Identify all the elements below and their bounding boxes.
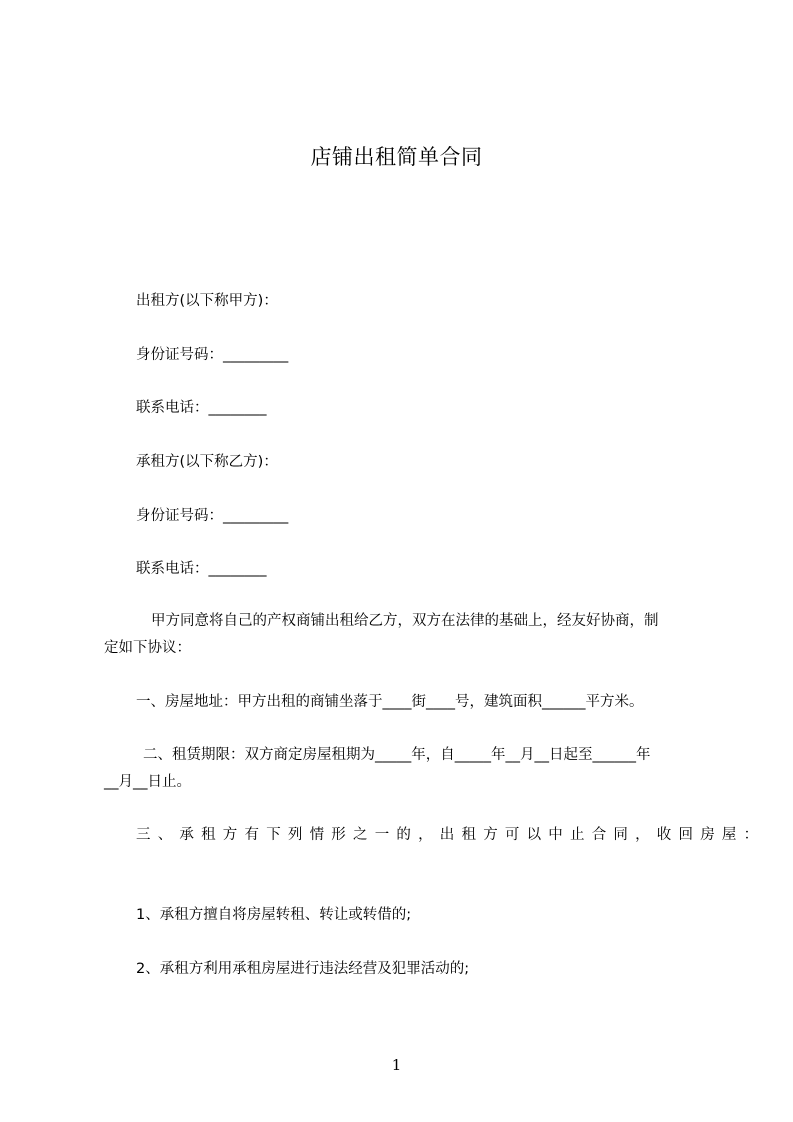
party-a-phone-line: 联系电话：________ xyxy=(136,400,267,416)
page-number: 1 xyxy=(391,1056,402,1074)
document-title: 店铺出租简单合同 xyxy=(310,145,483,169)
clause-2-line-1: 二、租赁期限：双方商定房屋租期为_____年，自_____年__月__日起至______年 xyxy=(143,747,651,763)
list-item-2: 2、承租方利用承租房屋进行违法经营及犯罪活动的; xyxy=(136,961,470,977)
clause-2-line-2: __月__日止。 xyxy=(104,774,191,790)
clause-3: 三、承租方有下列情形之一的，出租方可以中止合同，收回房屋： xyxy=(136,827,766,843)
list-item-1: 1、承租方擅自将房屋转租、转让或转借的; xyxy=(136,907,412,923)
intro-line-1: 甲方同意将自己的产权商铺出租给乙方，双方在法律的基础上，经友好协商，制 xyxy=(151,613,659,629)
party-a-label: 出租方(以下称甲方)： xyxy=(136,293,278,309)
clause-1: 一、房屋地址：甲方出租的商铺坐落于____街____号，建筑面积______平方米。 xyxy=(136,694,644,710)
party-b-label: 承租方(以下称乙方)： xyxy=(136,454,278,470)
party-b-id-line: 身份证号码：_________ xyxy=(136,508,289,524)
party-a-id-line: 身份证号码：_________ xyxy=(136,347,289,363)
party-b-phone-line: 联系电话：________ xyxy=(136,561,267,577)
intro-line-2: 定如下协议： xyxy=(104,640,191,656)
